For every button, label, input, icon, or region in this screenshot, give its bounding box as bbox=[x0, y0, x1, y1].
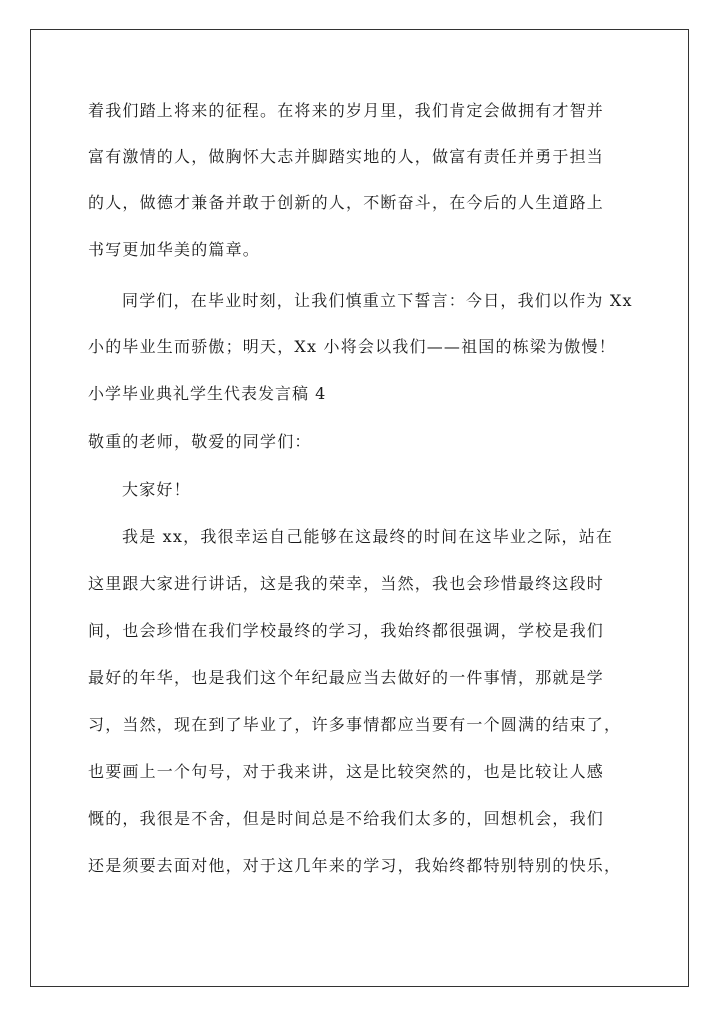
paragraph-line: 富有激情的人，做胸怀大志并脚踏实地的人，做富有责任并勇于担当 bbox=[88, 147, 605, 166]
paragraph-line: 还是须要去面对他，对于这几年来的学习，我始终都特别特别的快乐， bbox=[88, 856, 622, 875]
paragraph-line: 着我们踏上将来的征程。在将来的岁月里，我们肯定会做拥有才智并 bbox=[88, 101, 605, 120]
paragraph-line: 慨的，我很是不舍，但是时间总是不给我们太多的，回想机会，我们 bbox=[88, 809, 605, 828]
paragraph-line: 我是 xx，我很幸运自己能够在这最终的时间在这毕业之际，站在 bbox=[122, 527, 614, 546]
salutation: 敬重的老师，敬爱的同学们： bbox=[88, 432, 312, 451]
paragraph-line: 也要画上一个句号，对于我来讲，这是比较突然的，也是比较让人感 bbox=[88, 762, 605, 781]
paragraph-line: 间，也会珍惜在我们学校最终的学习，我始终都很强调，学校是我们 bbox=[88, 621, 605, 640]
paragraph-line: 最好的年华，也是我们这个年纪最应当去做好的一件事情，那就是学 bbox=[88, 668, 605, 687]
paragraph-line: 这里跟大家进行讲话，这是我的荣幸，当然，我也会珍惜最终这段时 bbox=[88, 574, 605, 593]
page-border bbox=[30, 29, 689, 987]
paragraph-line: 的人，做德才兼备并敢于创新的人，不断奋斗，在今后的人生道路上 bbox=[88, 193, 605, 212]
paragraph-line: 小的毕业生而骄傲；明天，Xx 小将会以我们——祖国的栋梁为傲慢！ bbox=[88, 337, 616, 356]
greeting: 大家好！ bbox=[122, 480, 191, 499]
paragraph-line: 习，当然，现在到了毕业了，许多事情都应当要有一个圆满的结束了， bbox=[88, 715, 622, 734]
paragraph-line: 同学们，在毕业时刻，让我们慎重立下誓言：今日，我们以作为 Xx bbox=[122, 291, 633, 310]
section-heading: 小学毕业典礼学生代表发言稿 4 bbox=[88, 384, 327, 403]
paragraph-line: 书写更加华美的篇章。 bbox=[88, 240, 261, 259]
